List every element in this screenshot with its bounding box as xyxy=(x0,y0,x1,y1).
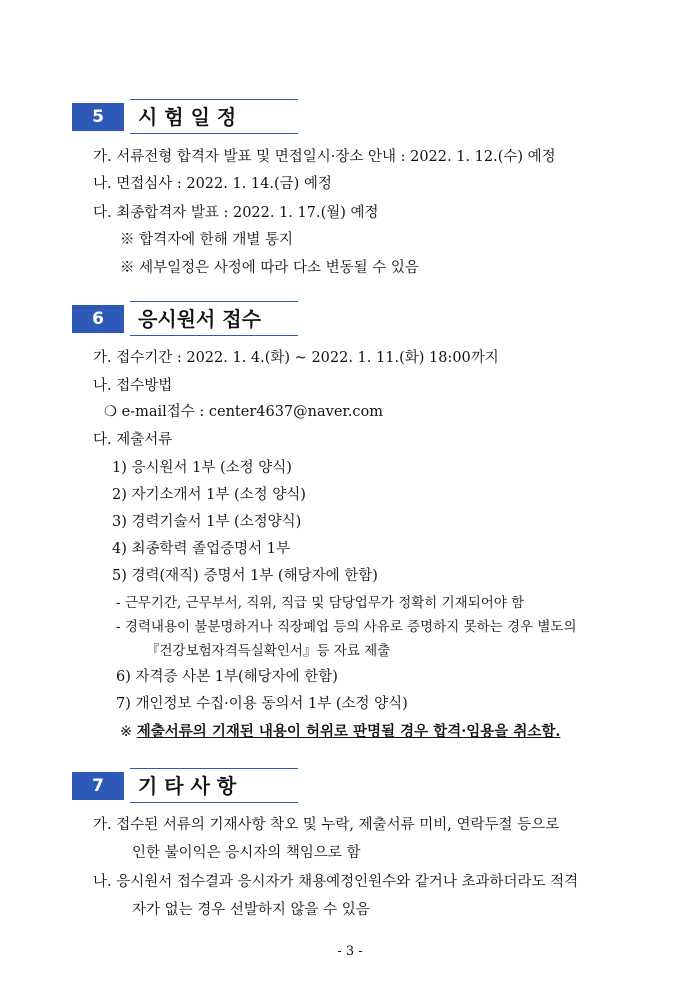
other-item-a-line2: 인한 불이익은 응시자의 책임으로 함 xyxy=(132,845,361,861)
schedule-item-c: 다. 최종합격자 발표 : 2022. 1. 17.(월) 예정 xyxy=(93,205,379,221)
section-5-header xyxy=(72,103,298,133)
schedule-item-a: 가. 서류전형 합격자 발표 및 면접일시·장소 안내 : 2022. 1. 12.(수) 예정 xyxy=(93,149,556,165)
section-6-rule-top xyxy=(130,301,298,302)
warning-note xyxy=(120,722,560,742)
document-item-1: 1) 응시원서 1부 (소정 양식) xyxy=(112,460,292,476)
document-item-5: 5) 경력(재직) 증명서 1부 (해당자에 한함) xyxy=(112,568,378,584)
application-email: ❍ e-mail접수 : center4637@naver.com xyxy=(104,404,383,420)
section-7-number: 7 xyxy=(72,772,124,800)
document-note-2: - 경력내용이 불분명하거나 직장폐업 등의 사유로 증명하지 못하는 경우 별도의 xyxy=(116,619,577,635)
section-7-rule-top xyxy=(130,768,298,769)
document-note-2-cont: 『건강보험자격득실확인서』등 자료 제출 xyxy=(146,643,391,659)
section-5-rule-bottom xyxy=(130,133,298,134)
document-item-7: 7) 개인정보 수집·이용 동의서 1부 (소정 양식) xyxy=(116,696,408,712)
section-7-header xyxy=(72,772,298,802)
section-7-title: 기 타 사 항 xyxy=(138,774,237,798)
section-6-number: 6 xyxy=(72,305,124,333)
schedule-item-b: 나. 면접심사 : 2022. 1. 14.(금) 예정 xyxy=(93,176,332,192)
document-item-6: 6) 자격증 사본 1부(해당자에 한함) xyxy=(116,669,338,685)
document-item-4: 4) 최종학력 졸업증명서 1부 xyxy=(112,541,291,557)
application-period: 가. 접수기간 : 2022. 1. 4.(화) ~ 2022. 1. 11.(화) 18:00까지 xyxy=(93,350,499,366)
application-method: 나. 접수방법 xyxy=(93,378,173,394)
section-6-rule-bottom xyxy=(130,335,298,336)
section-7-rule-bottom xyxy=(130,802,298,803)
section-5-number: 5 xyxy=(72,103,124,131)
other-item-a-line1: 가. 접수된 서류의 기재사항 착오 및 누락, 제출서류 미비, 연락두절 등으로 xyxy=(93,817,560,833)
document-item-2: 2) 자기소개서 1부 (소정 양식) xyxy=(112,487,306,503)
other-item-b-line2: 자가 없는 경우 선발하지 않을 수 있음 xyxy=(132,902,370,918)
schedule-note-2: ※ 세부일정은 사정에 따라 다소 변동될 수 있음 xyxy=(120,260,419,276)
section-5-rule-top xyxy=(130,99,298,100)
warning-mark: ※ xyxy=(120,724,133,740)
document-note-1: - 근무기간, 근무부서, 직위, 직급 및 담당업무가 정확히 기재되어야 함 xyxy=(116,595,525,611)
page-number: - 3 - xyxy=(337,944,363,959)
section-6-title: 응시원서 접수 xyxy=(138,307,261,331)
required-documents-heading: 다. 제출서류 xyxy=(93,432,173,448)
section-6-header xyxy=(72,305,298,335)
schedule-note-1: ※ 합격자에 한해 개별 통지 xyxy=(120,232,294,248)
other-item-b-line1: 나. 응시원서 접수결과 응시자가 채용예정인원수와 같거나 초과하더라도 적격 xyxy=(93,874,579,890)
document-item-3: 3) 경력기술서 1부 (소정양식) xyxy=(112,514,302,530)
section-5-title: 시 험 일 정 xyxy=(138,105,237,129)
warning-text: 제출서류의 기재된 내용이 허위로 판명될 경우 합격·임용을 취소함. xyxy=(136,723,561,740)
